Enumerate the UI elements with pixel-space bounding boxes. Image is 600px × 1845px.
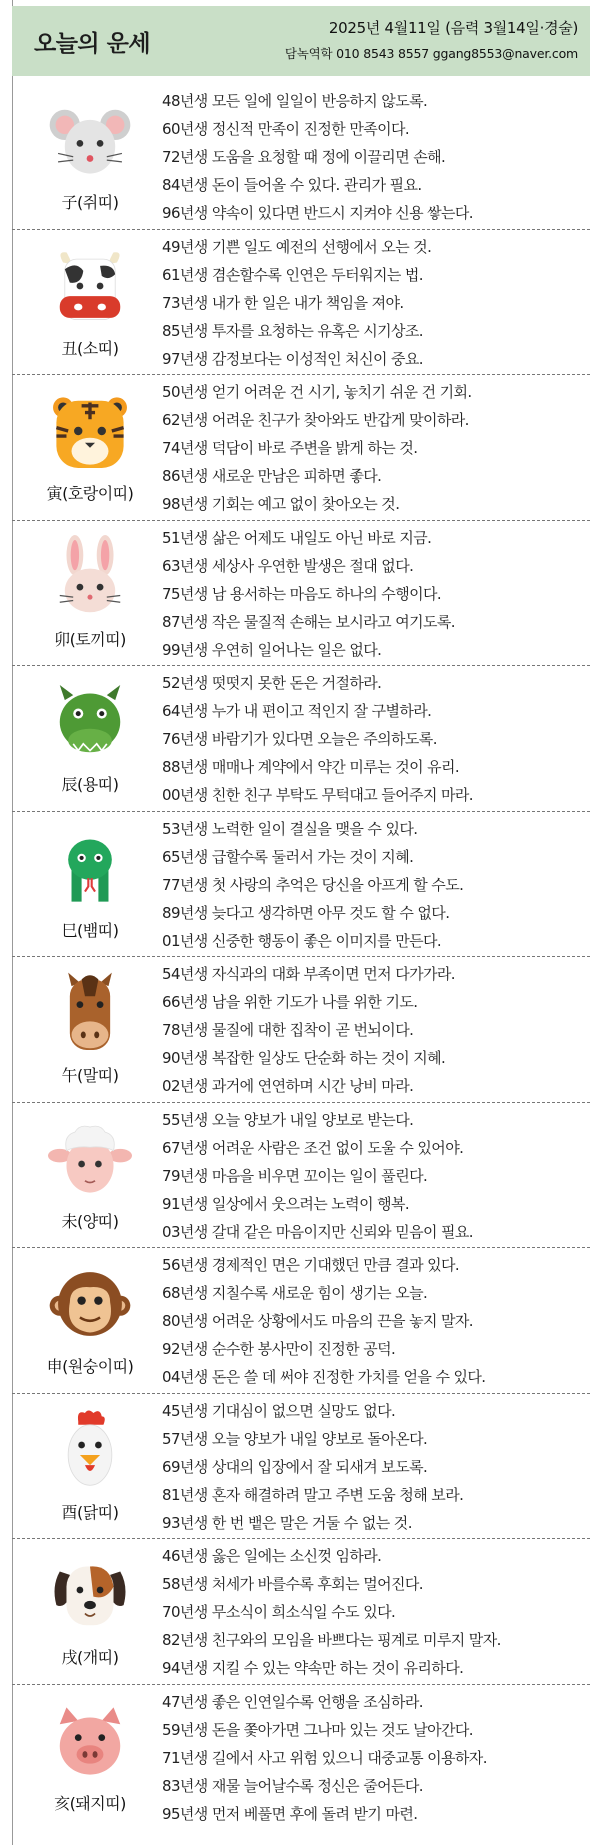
zodiac-label: 辰(용띠) [61, 775, 119, 794]
fortune-line: 52년생 떳떳지 못한 돈은 거절하라. [162, 674, 382, 692]
fortune-line: 00년생 친한 친구 부탁도 무턱대고 들어주지 마라. [162, 786, 473, 804]
fortune-line: 90년생 복잡한 일상도 단순화 하는 것이 지혜. [162, 1049, 446, 1067]
fortune-line: 84년생 돈이 들어올 수 있다. 관리가 필요. [162, 176, 422, 194]
fortune-line: 94년생 지킬 수 있는 약속만 하는 것이 유리하다. [162, 1659, 464, 1677]
zodiac-label: 戌(개띠) [61, 1648, 119, 1667]
zodiac-label: 亥(돼지띠) [54, 1793, 126, 1813]
fortune-line: 01년생 신중한 행동이 좋은 이미지를 만든다. [162, 931, 442, 950]
zodiac-label: 未(양띠) [61, 1211, 119, 1231]
fortune-lines [162, 230, 431, 375]
fortune-line: 78년생 물질에 대한 집착이 곧 번뇌이다. [162, 1021, 414, 1039]
zodiac-entry-ox [12, 230, 590, 376]
horse-icon [48, 971, 132, 1055]
header-bar [12, 6, 590, 76]
zodiac-label: 丑(소띠) [61, 338, 119, 358]
zodiac-entry-snake [12, 812, 590, 958]
zodiac-entry-rabbit [12, 521, 590, 667]
fortune-line: 75년생 남 용서하는 마음도 하나의 수행이다. [162, 584, 442, 603]
zodiac-entry-sheep [12, 1103, 590, 1249]
zodiac-entry-dog [12, 1539, 590, 1685]
fortune-lines [162, 1685, 487, 1831]
fortune-line: 04년생 돈은 쓸 데 써야 진정한 가치를 얻을 수 있다. [162, 1368, 486, 1386]
fortune-lines [162, 375, 472, 520]
fortune-line: 67년생 어려운 사람은 조건 없이 도울 수 있어야. [162, 1138, 464, 1157]
animal-cell [12, 521, 162, 666]
zodiac-entry-horse [12, 957, 590, 1103]
fortune-line: 60년생 정신적 만족이 진정한 만족이다. [162, 120, 410, 138]
fortune-lines [162, 84, 473, 229]
pig-icon [48, 1699, 132, 1783]
fortune-lines [162, 521, 455, 666]
fortune-line: 47년생 좋은 인연일수록 언행을 조심하라. [162, 1692, 423, 1711]
fortune-line: 57년생 오늘 양보가 내일 양보로 돌아온다. [162, 1429, 428, 1448]
zodiac-label: 巳(뱀띠) [61, 920, 119, 940]
rabbit-icon [48, 535, 132, 619]
fortune-line: 77년생 첫 사랑의 추억은 당신을 아프게 할 수도. [162, 875, 464, 894]
date-line: 2025년 4월11일 (음력 3월14일·경술) [328, 19, 578, 37]
animal-cell [12, 375, 162, 520]
animal-cell [12, 230, 162, 375]
fortune-line: 69년생 상대의 입장에서 잘 되새겨 보도록. [162, 1457, 428, 1476]
fortune-lines [162, 1248, 485, 1393]
fortune-line: 86년생 새로운 만남은 피하면 좋다. [162, 467, 382, 485]
fortune-line: 79년생 마음을 비우면 꼬이는 일이 풀린다. [162, 1166, 428, 1185]
fortune-line: 91년생 일상에서 웃으려는 노력이 행복. [162, 1194, 410, 1213]
zodiac-label: 午(말띠) [61, 1066, 119, 1085]
zodiac-entry-pig [12, 1685, 590, 1831]
animal-cell [12, 1685, 162, 1831]
fortune-line: 95년생 먼저 베풀면 후에 돌려 받기 마련. [162, 1804, 418, 1823]
fortune-line: 81년생 혼자 해결하려 말고 주변 도움 청해 보라. [162, 1485, 464, 1504]
fortune-lines [162, 666, 473, 811]
fortune-lines [162, 1539, 501, 1684]
dog-icon [48, 1553, 132, 1637]
fortune-line: 82년생 친구와의 모임을 바쁘다는 핑계로 미루지 말자. [162, 1631, 501, 1649]
contact-line: 담녹역학 010 8543 8557 ggang8553@naver.com [284, 46, 578, 61]
fortune-line: 68년생 지칠수록 새로운 힘이 생기는 오늘. [162, 1284, 428, 1302]
fortune-line: 98년생 기회는 예고 없이 찾아오는 것. [162, 495, 400, 513]
fortune-line: 80년생 어려운 상황에서도 마음의 끈을 놓지 말자. [162, 1312, 473, 1330]
fortune-line: 71년생 길에서 사고 위험 있으니 대중교통 이용하자. [162, 1748, 487, 1767]
dragon-icon [48, 680, 132, 764]
fortune-line: 59년생 돈을 쫓아가면 그나마 있는 것도 날아간다. [162, 1720, 473, 1739]
zodiac-label: 申(원숭이띠) [46, 1357, 134, 1376]
fortune-line: 70년생 무소식이 희소식일 수도 있다. [162, 1603, 396, 1621]
animal-cell [12, 1539, 162, 1684]
fortune-line: 49년생 기쁜 일도 예전의 선행에서 오는 것. [162, 237, 432, 256]
zodiac-entry-tiger [12, 375, 590, 521]
fortune-line: 03년생 갈대 같은 마음이지만 신뢰와 믿음이 필요. [162, 1222, 473, 1241]
fortune-line: 02년생 과거에 연연하며 시간 낭비 마라. [162, 1077, 414, 1095]
fortune-line: 45년생 기대심이 없으면 실망도 없다. [162, 1401, 396, 1420]
zodiac-entry-dragon [12, 666, 590, 812]
animal-cell [12, 812, 162, 957]
fortune-line: 72년생 도움을 요청할 때 정에 이끌리면 손해. [162, 148, 446, 166]
fortune-line: 74년생 덕담이 바로 주변을 밝게 하는 것. [162, 439, 418, 457]
fortune-line: 76년생 바람기가 있다면 오늘은 주의하도록. [162, 730, 437, 748]
fortune-line: 53년생 노력한 일이 결실을 맺을 수 있다. [162, 819, 418, 838]
zodiac-label: 寅(호랑이띠) [46, 484, 134, 503]
animal-cell [12, 666, 162, 811]
sheep-icon [48, 1117, 132, 1201]
fortune-lines [162, 1103, 473, 1248]
fortune-line: 99년생 우연히 일어나는 일은 없다. [162, 640, 382, 659]
fortune-line: 89년생 늦다고 생각하면 아무 것도 할 수 없다. [162, 903, 450, 922]
fortune-lines [162, 812, 463, 957]
fortune-line: 66년생 남을 위한 기도가 나를 위한 기도. [162, 993, 418, 1011]
fortune-line: 54년생 자식과의 대화 부족이면 먼저 다가가라. [162, 965, 455, 983]
zodiac-label: 卯(토끼띠) [54, 629, 126, 649]
page-title: 오늘의 운세 [34, 30, 151, 57]
animal-cell [12, 84, 162, 229]
animal-cell [12, 1394, 162, 1539]
zodiac-label: 子(쥐띠) [61, 193, 119, 212]
ox-icon [48, 244, 132, 328]
fortune-line: 48년생 모든 일에 일일이 반응하지 않도록. [162, 92, 428, 110]
rooster-icon [48, 1408, 132, 1492]
fortune-line: 56년생 경제적인 면은 기대했던 만큼 결과 있다. [162, 1256, 460, 1274]
rat-icon [48, 98, 132, 182]
zodiac-list [12, 84, 590, 1830]
tiger-icon [48, 389, 132, 473]
fortune-line: 64년생 누가 내 편이고 적인지 잘 구별하라. [162, 702, 432, 720]
snake-icon [48, 826, 132, 910]
fortune-line: 61년생 겸손할수록 인연은 두터워지는 법. [162, 265, 423, 284]
zodiac-entry-monkey [12, 1248, 590, 1394]
animal-cell [12, 1103, 162, 1248]
fortune-line: 55년생 오늘 양보가 내일 양보로 받는다. [162, 1110, 414, 1129]
fortune-line: 97년생 감정보다는 이성적인 처신이 중요. [162, 349, 423, 368]
fortune-lines [162, 957, 455, 1102]
fortune-line: 62년생 어려운 친구가 찾아와도 반갑게 맞이하라. [162, 411, 469, 429]
fortune-line: 46년생 옳은 일에는 소신껏 임하라. [162, 1547, 382, 1565]
monkey-icon [48, 1262, 132, 1346]
header-meta [285, 16, 578, 66]
animal-cell [12, 1248, 162, 1393]
fortune-line: 58년생 처세가 바를수록 후회는 멀어진다. [162, 1575, 423, 1593]
animal-cell [12, 957, 162, 1102]
fortune-line: 73년생 내가 한 일은 내가 책임을 져야. [162, 293, 404, 312]
fortune-lines [162, 1394, 463, 1539]
fortune-line: 65년생 급할수록 둘러서 가는 것이 지혜. [162, 847, 414, 866]
fortune-line: 93년생 한 번 뱉은 말은 거둘 수 없는 것. [162, 1513, 412, 1532]
zodiac-entry-rat [12, 84, 590, 230]
fortune-line: 85년생 투자를 요청하는 유혹은 시기상조. [162, 321, 423, 340]
zodiac-label: 酉(닭띠) [61, 1502, 119, 1522]
fortune-line: 88년생 매매나 계약에서 약간 미루는 것이 유리. [162, 758, 460, 776]
fortune-line: 96년생 약속이 있다면 반드시 지켜야 신용 쌓는다. [162, 204, 473, 222]
fortune-line: 63년생 세상사 우연한 발생은 절대 없다. [162, 556, 414, 575]
fortune-line: 92년생 순수한 봉사만이 진정한 공덕. [162, 1340, 396, 1358]
fortune-line: 83년생 재물 늘어날수록 정신은 줄어든다. [162, 1776, 423, 1795]
fortune-line: 87년생 작은 물질적 손해는 보시라고 여기도록. [162, 612, 455, 631]
fortune-line: 50년생 얻기 어려운 건 시기, 놓치기 쉬운 건 기회. [162, 383, 472, 401]
zodiac-entry-rooster [12, 1394, 590, 1540]
fortune-line: 51년생 삶은 어제도 내일도 아닌 바로 지금. [162, 528, 432, 547]
